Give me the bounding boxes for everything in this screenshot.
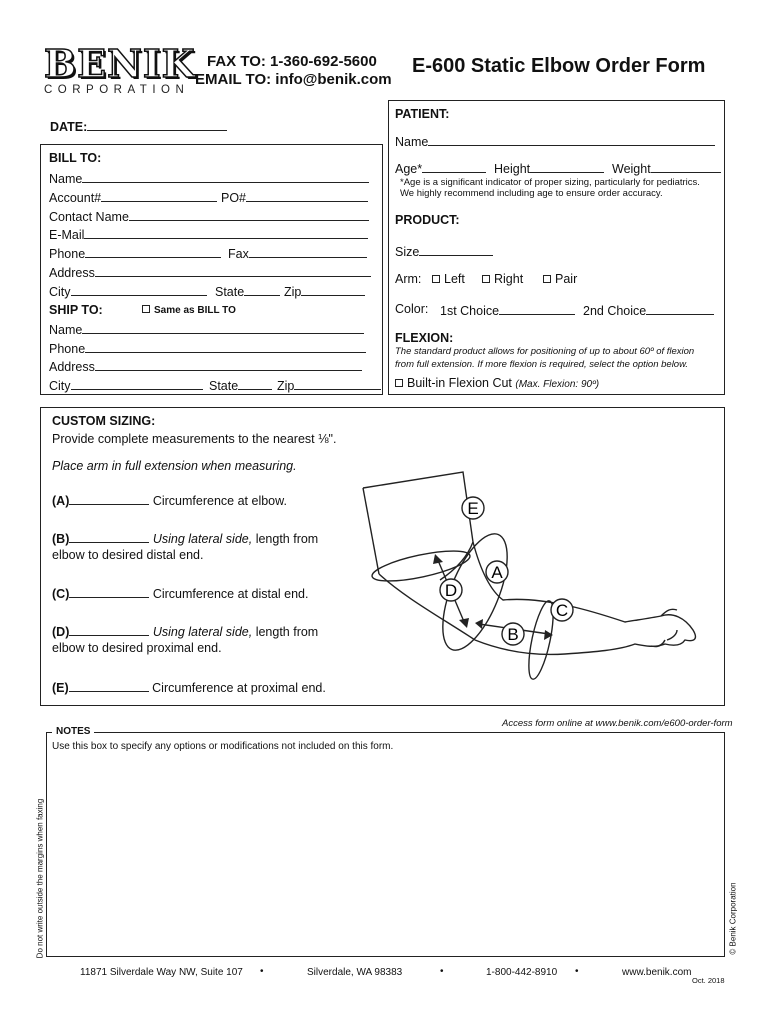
ship-address-field[interactable] (49, 358, 362, 374)
bill-name-label: Name (49, 172, 83, 186)
notes-box[interactable] (46, 732, 725, 957)
arrow-b-head-left (475, 619, 483, 629)
ship-zip-label: Zip (277, 379, 295, 393)
logo (44, 41, 196, 98)
bill-email-label: E-Mail (49, 228, 85, 242)
product-title: PRODUCT: (395, 213, 460, 227)
arm-left-label: Left (444, 272, 465, 286)
same-as-bill-label: Same as BILL TO (154, 305, 236, 316)
age-note-1: *Age is a significant indicator of proper sizing, particularly for pediatrics. (400, 177, 700, 188)
flexion-cut-note: (Max. Flexion: 90º) (515, 379, 600, 390)
measure-c-field[interactable] (52, 585, 308, 601)
second-choice-label: 2nd Choice (583, 304, 647, 318)
label-a-text: A (491, 563, 503, 582)
color-second-choice-field[interactable] (583, 302, 714, 318)
notes-desc: Use this box to specify any options or modifications not included on this form. (52, 741, 394, 752)
ship-state-label: State (209, 379, 239, 393)
ship-name-label: Name (49, 323, 83, 337)
flexion-title: FLEXION: (395, 331, 454, 345)
bill-fax-label: Fax (228, 247, 249, 261)
measure-a-label: (A) (52, 494, 70, 508)
checkbox-icon (142, 305, 150, 313)
measure-a-field[interactable] (52, 492, 287, 508)
size-label: Size (395, 245, 420, 259)
flexion-desc-1: The standard product allows for positioning of up to about 60º of flexion (395, 346, 695, 357)
footer-bullet-3: • (575, 966, 579, 977)
date-field[interactable] (50, 118, 227, 134)
ship-state-field[interactable] (209, 377, 272, 393)
patient-title: PATIENT: (395, 107, 450, 121)
patient-name-field[interactable] (395, 133, 715, 149)
measure-e-text: Circumference at proximal end. (152, 681, 326, 695)
side-note-right: © Benik Corporation (728, 882, 738, 955)
color-label: Color: (395, 302, 429, 316)
email-line: EMAIL TO: info@benik.com (195, 71, 392, 88)
age-note-2: We highly recommend including age to ensure order accuracy. (400, 188, 663, 199)
logo-text: BENIK (44, 41, 196, 86)
measure-b-text-2: elbow to desired distal end. (52, 548, 204, 562)
bill-city-label: City (49, 285, 71, 299)
measure-c-text: Circumference at distal end. (152, 587, 309, 601)
arm-diagram (355, 470, 715, 695)
flexion-cut-label: Built-in Flexion Cut (407, 376, 512, 390)
arrow-d-head-bottom (459, 618, 469, 628)
arm-pair-checkbox[interactable] (543, 272, 577, 286)
bill-state-field[interactable] (215, 283, 280, 299)
arm-label: Arm: (395, 272, 422, 286)
same-as-bill-checkbox[interactable] (142, 305, 236, 316)
measure-b-italic: Using lateral side, (152, 532, 253, 546)
measure-e-label: (E) (52, 681, 69, 695)
label-d-text: D (444, 581, 458, 600)
checkbox-icon (482, 275, 490, 283)
ship-name-field[interactable] (49, 321, 364, 337)
checkbox-icon (432, 275, 440, 283)
flexion-desc-2: from full extension. If more flexion is required, select the option below. (395, 359, 689, 370)
label-e-text: E (467, 499, 479, 518)
measure-d-label: (D) (52, 625, 70, 639)
footer-address: 11871 Silverdale Way NW, Suite 107 (80, 967, 243, 978)
bill-name-field[interactable] (49, 170, 369, 186)
measure-d-italic: Using lateral side, (152, 625, 253, 639)
footer-bullet-1: • (260, 966, 264, 977)
footer-web[interactable]: www.benik.com (622, 967, 692, 978)
custom-sizing-instruction: Place arm in full extension when measuring. (52, 459, 297, 473)
ship-zip-field[interactable] (277, 377, 381, 393)
ship-city-field[interactable] (49, 377, 203, 393)
label-b-text: B (507, 625, 519, 644)
date-label: DATE: (50, 120, 88, 134)
ship-address-label: Address (49, 360, 95, 374)
bill-address-field[interactable] (49, 264, 371, 280)
bill-contact-label: Contact Name (49, 210, 129, 224)
patient-height-field[interactable] (494, 160, 604, 176)
notes-title: NOTES (52, 726, 94, 737)
bill-to-title: BILL TO: (49, 151, 102, 165)
measure-d-field[interactable] (52, 623, 318, 639)
bill-fax-field[interactable] (228, 245, 367, 261)
custom-sizing-intro: Provide complete measurements to the nearest ⅛". (52, 432, 337, 446)
flexion-cut-checkbox[interactable] (395, 376, 599, 390)
measure-e-field[interactable] (52, 679, 326, 695)
patient-age-field[interactable] (395, 160, 486, 176)
custom-sizing-title: CUSTOM SIZING: (52, 414, 156, 428)
bill-address-label: Address (49, 266, 95, 280)
bill-city-field[interactable] (49, 283, 207, 299)
fax-line: FAX TO: 1-360-692-5600 (207, 53, 377, 70)
logo-subtext: CORPORATION (44, 84, 190, 96)
patient-weight-label: Weight (612, 162, 651, 176)
upper-arm-outline (363, 472, 473, 580)
side-note-left: Do not write outside the margins when faxing (35, 798, 45, 959)
arrow-d-head-top (433, 554, 443, 564)
patient-age-label: Age* (395, 162, 423, 176)
form-title: E-600 Static Elbow Order Form (412, 55, 706, 77)
bill-po-field[interactable] (221, 189, 368, 205)
measure-d-text: length from (255, 625, 319, 639)
ship-phone-label: Phone (49, 342, 86, 356)
footer-city: Silverdale, WA 98383 (307, 967, 403, 978)
measure-b-label: (B) (52, 532, 70, 546)
bill-zip-label: Zip (284, 285, 302, 299)
ship-phone-field[interactable] (49, 340, 366, 356)
checkbox-icon (395, 379, 403, 387)
label-c-text: C (555, 601, 569, 620)
patient-weight-field[interactable] (612, 160, 721, 176)
patient-height-label: Height (494, 162, 531, 176)
bill-email-field[interactable] (49, 226, 368, 242)
measure-b-field[interactable] (52, 530, 318, 546)
measure-c-label: (C) (52, 587, 70, 601)
bill-contact-field[interactable] (49, 208, 369, 224)
arm-left-checkbox[interactable] (432, 272, 465, 286)
notes-box-left-edge (46, 732, 47, 957)
checkbox-icon (543, 275, 551, 283)
footer-bullet-2: • (440, 966, 444, 977)
bill-account-label: Account# (49, 191, 102, 205)
ship-to-title: SHIP TO: (49, 303, 103, 317)
upper-arm-lower-outline (363, 488, 379, 574)
size-field[interactable] (395, 243, 493, 259)
measure-d-text-2: elbow to desired proximal end. (52, 641, 222, 655)
bill-account-field[interactable] (49, 189, 217, 205)
color-first-choice-field[interactable] (440, 302, 575, 318)
arm-right-label: Right (494, 272, 524, 286)
bill-phone-field[interactable] (49, 245, 221, 261)
bill-zip-field[interactable] (284, 283, 365, 299)
access-note: Access form online at www.benik.com/e600-order-form (502, 718, 733, 729)
arm-pair-label: Pair (555, 272, 578, 286)
footer-phone: 1-800-442-8910 (486, 967, 558, 978)
first-choice-label: 1st Choice (440, 304, 500, 318)
arm-right-checkbox[interactable] (482, 272, 523, 286)
footer-date: Oct. 2018 (692, 976, 725, 985)
ship-city-label: City (49, 379, 71, 393)
bill-po-label: PO# (221, 191, 247, 205)
measure-b-text: length from (255, 532, 319, 546)
bill-state-label: State (215, 285, 245, 299)
measure-a-text: Circumference at elbow. (152, 494, 287, 508)
patient-name-label: Name (395, 135, 429, 149)
bill-phone-label: Phone (49, 247, 86, 261)
